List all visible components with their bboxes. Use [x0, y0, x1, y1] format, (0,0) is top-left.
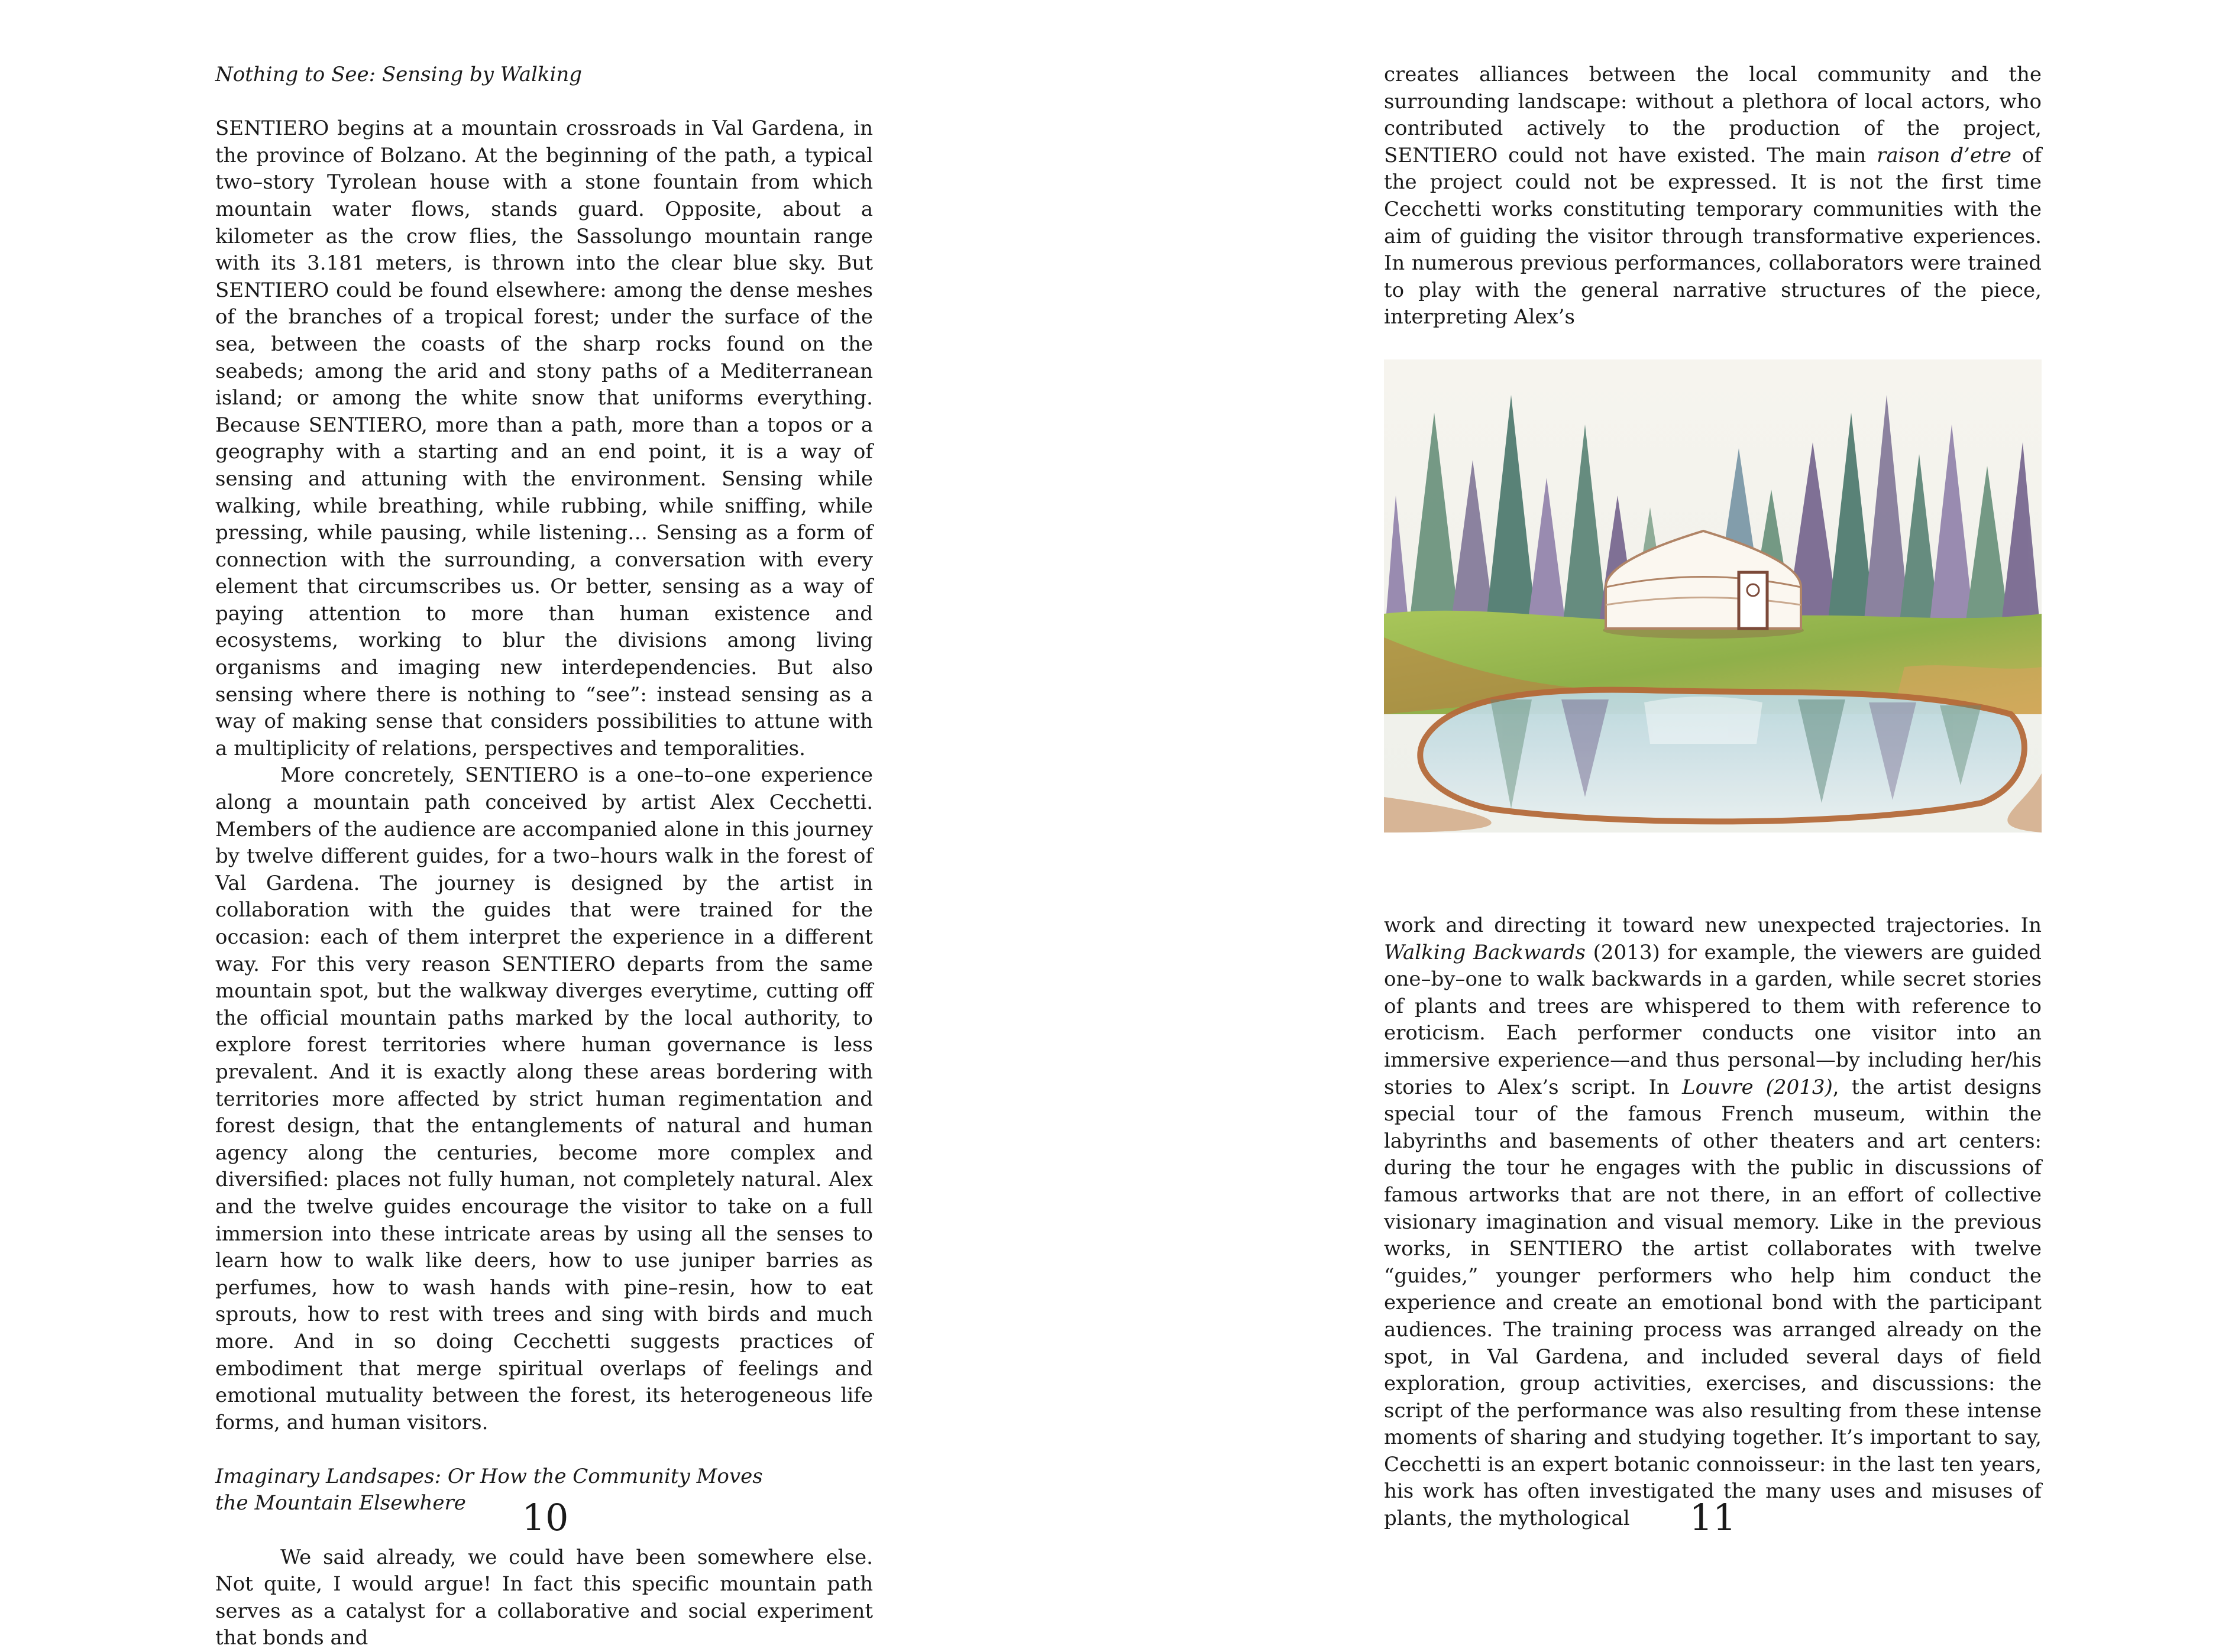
italic-term: raison d’etre — [1877, 143, 2012, 167]
paragraph-concretely: More concretely, SENTIERO is a one–to–one experience along a mountain path conceived by artist Alex Cecchetti. Members of the audience are accompanied alone in this journey by twelve different guides, for a two–hours walk in the forest of Val Gardena. The journey is designed by the artist in collaboration with the guides that were trained for the occasion: each of them interpret the experience in a different way. For this very reason SENTIERO departs from the same mountain spot, but the walkway diverges everytime, cutting off the official mountain paths marked by the local authority, to explore forest territories where human governance is less prevalent. And it is exactly along these areas bordering with territories more affected by strict human regimentation and forest design, that the entanglements of natural and human agency along the centuries, become more complex and diversified: places not fully human, not completely natural. Alex and the twelve guides encourage the visitor to take on a full immersion into these intricate areas by using all the senses to learn how to walk like deers, how to use juniper barries as perfumes, how to wash hands with pine–resin, how to eat sprouts, how to rest with trees and sing with birds and much more. And in so doing Cecchetti suggests practices of embodiment that merge spiritual overlaps of feelings and emotional mutuality between the forest, its heterogeneous life forms, and human visitors. — [215, 763, 873, 1434]
left-page — [0, 0, 1117, 1650]
paragraph-walking-backwards — [1384, 912, 2042, 1533]
text-run: work and directing it toward new unexpected trajectories. In — [1384, 914, 2042, 937]
paragraph-elsewhere: We said already, we could have been somewhere else. Not quite, I would argue! In fact this specific mountain path serves as a catalyst for a collaborative and social experiment that bonds and — [215, 1545, 873, 1650]
paragraph-intro: SENTIERO begins at a mountain crossroads in Val Gardena, in the province of Bolzano. At the beginning of the path, a typical two–story Tyrolean house with a stone fountain from which mountain water flows, stands guard. Opposite, about a kilometer as the crow flies, the Sassolungo mountain range with its 3.181 meters, is thrown into the clear blue sky. But SENTIERO could be found elsewhere: among the dense meshes of the branches of a tropical forest; under the surface of the sea, between the coasts of the sharp rocks found on the seabeds; among the arid and stony paths of a Mediterranean island; or among the white snow that uniforms everything. Because SENTIERO, more than a path, more than a topos or a geography with a starting and an end point, it is a way of sensing and attuning with the environment. Sensing while walking, while breathing, while rubbing, while sniffing, while pressing, while pausing, while listening… Sensing as a form of connection with the surrounding, a conversation with every element that circumscribes us. Or better, sensing as a way of paying attention to more than human existence and ecosystems, working to blur the divisions among living organisms and imaging new interdependencies. But also sensing where there is nothing to “see”: instead sensing as a way of making sense that considers possibilities to attune with a multiplicity of relations, perspectives and temporalities. — [215, 116, 873, 760]
watercolor-yurt-illustration — [1384, 359, 2042, 833]
italic-title-louvre: Louvre (2013) — [1682, 1075, 1833, 1099]
text-run: creates alliances between the local community and the surrounding landscape: without a plethora of local actors, who contributed actively to the production of the project, SENTIERO could not have existed. The main — [1384, 63, 2042, 167]
heading-line-2: the Mountain Elsewhere — [215, 1491, 466, 1515]
paragraph-alliances — [1384, 61, 2042, 331]
yurt-landscape-svg — [1384, 359, 2042, 833]
page-number-left: 10 — [522, 1496, 569, 1539]
right-bottom-text-column — [1384, 912, 2042, 1533]
italic-title-walking-backwards: Walking Backwards — [1384, 940, 1586, 964]
section-heading-sensing: Nothing to See: Sensing by Walking — [215, 63, 583, 86]
text-run: of the project could not be expressed. It is not the first time Cecchetti works constituting temporary communities with the aim of guiding the visitor through transformative experiences. In numerous previous performances, collaborators were trained to play with the general narrative structures of the piece, interpreting Alex’s — [1384, 143, 2042, 329]
page-number-right: 11 — [1689, 1496, 1736, 1539]
text-run: , the artist designs special tour of the famous French museum, within the labyrinths and basements of other theaters and art centers: during the tour he engages with the public in discussions of famous artworks that are not there, in an effort of collective visionary imagination and visual memory. Like in the previous works, in SENTIERO the artist collaborates with twelve “guides,” younger performers who help him conduct the experience and create an emotional bond with the participant audiences. The training process was arranged already on the spot, in Val Gardena, and included several days of field exploration, group activities, exercises, and discussions: the script of the performance was also resulting from these intense moments of sharing and studying together. It’s important to say, Cecchetti is an expert botanic connoisseur: in the last ten years, his work has often investigated the many uses and misuses of plants, the mythological — [1384, 1075, 2042, 1531]
heading-line-1: Imaginary Landsapes: Or How the Community Moves — [215, 1464, 763, 1488]
right-top-text-column — [1384, 61, 2042, 331]
left-text-column — [215, 61, 873, 1652]
text-run: (2013) for example, the viewers are guided one–by–one to walk backwards in a garden, while secret stories of plants and trees are whispered to them with reference to eroticism. Each performer conducts one visitor into an immersive experience—and thus personal—by including her/his stories to Alex’s script. In — [1384, 940, 2042, 1099]
